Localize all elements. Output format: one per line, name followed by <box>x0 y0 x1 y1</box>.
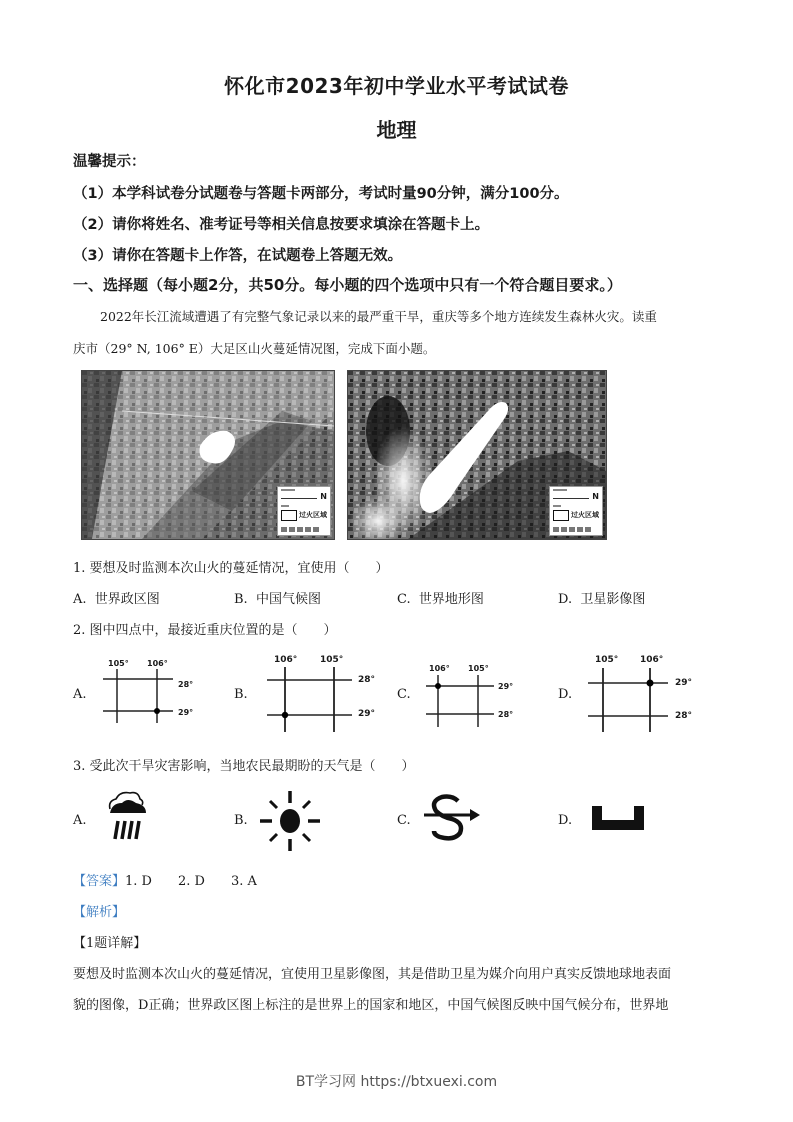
q2-option-c-grid[interactable] <box>424 655 524 740</box>
subject-title: 地理 <box>376 118 417 142</box>
location-dot-icon <box>647 680 654 687</box>
question-2-stem: 2. 图中四点中，最接近重庆位置的是（ ） <box>73 623 337 638</box>
q1-option-d[interactable] <box>558 588 645 607</box>
option-key: C. <box>397 592 411 607</box>
q2-option-a-key[interactable]: A. <box>73 687 87 702</box>
map-legend <box>277 486 331 536</box>
rain-icon[interactable] <box>104 789 152 849</box>
q1-option-c[interactable] <box>397 588 484 607</box>
analysis-text: 要想及时监测本次山火的蔓延情况，宜使用卫星影像图，其是借助卫星为媒介向用户真实反馈地球地表面 <box>73 967 672 982</box>
lon-label: 106° <box>274 655 298 665</box>
sandstorm-icon[interactable] <box>422 793 482 843</box>
lon-label: 106° <box>147 659 168 668</box>
lon-label: 105° <box>320 655 344 665</box>
answer-value: 2. D <box>177 874 205 889</box>
lat-label: 29° <box>178 708 194 717</box>
lat-label: 28° <box>498 710 514 719</box>
lat-label: 29° <box>675 678 693 688</box>
q2-option-c-key[interactable]: C. <box>397 687 411 702</box>
q2-option-a-grid[interactable] <box>100 655 220 735</box>
tip-item: （3）请你在答题卡上作答，在试题卷上答题无效。 <box>73 248 403 264</box>
analysis-label: 【解析】 <box>73 905 126 920</box>
q1-option-b[interactable] <box>234 588 321 607</box>
option-key: D. <box>558 592 573 607</box>
legend-label: 过火区域 <box>571 511 599 519</box>
lat-label: 29° <box>358 709 376 719</box>
burned-area-swatch <box>553 510 569 521</box>
drought-icon[interactable] <box>592 806 646 832</box>
north-arrow-icon: N <box>592 492 599 501</box>
question-1-stem: 1. 要想及时监测本次山火的蔓延情况，宜使用（ ） <box>73 561 389 576</box>
lon-label: 106° <box>429 664 450 673</box>
lon-label: 106° <box>640 655 664 665</box>
footer-watermark: BT学习网 https://btxuexi.com <box>295 1074 498 1090</box>
lon-label: 105° <box>595 655 619 665</box>
option-text: 世界地形图 <box>418 592 484 607</box>
location-dot-icon <box>154 708 160 714</box>
legend-label: 过火区域 <box>299 511 327 519</box>
analysis-text-cont: 貌的图像，D正确；世界政区图上标注的是世界上的国家和地区，中国气候图反映中国气候分布，世界地 <box>73 998 669 1013</box>
option-text: 世界政区图 <box>94 592 160 607</box>
q2-option-b-grid[interactable] <box>262 650 382 740</box>
lon-label: 105° <box>108 659 129 668</box>
scale-bar <box>553 498 589 499</box>
section-title: 一、选择题（每小题2分，共50分。每小题的四个选项中只有一个符合题目要求。） <box>73 276 622 294</box>
satellite-map-before <box>81 370 335 540</box>
lat-label: 28° <box>178 680 194 689</box>
answer-label: 【答案】 <box>73 874 126 889</box>
q3-option-a-key[interactable]: A. <box>73 813 87 828</box>
page-title: 怀化市2023年初中学业水平考试试卷 <box>224 74 569 98</box>
option-text: 中国气候图 <box>255 592 321 607</box>
option-key: B. <box>234 592 248 607</box>
q3-option-b-key[interactable]: B. <box>234 813 248 828</box>
section-intro: 2022年长江流域遭遇了有完整气象记录以来的最严重干旱，重庆等多个地方连续发生森林火灾。读重 <box>100 309 657 324</box>
location-dot-icon <box>282 712 288 718</box>
burned-area-swatch <box>281 510 297 521</box>
section-intro-cont: 庆市（29° N, 106° E）大足区山火蔓延情况图，完成下面小题。 <box>73 341 436 356</box>
map-legend <box>549 486 603 536</box>
lon-label: 105° <box>468 664 489 673</box>
q2-option-d-key[interactable]: D. <box>558 687 573 702</box>
q2-option-b-key[interactable]: B. <box>234 687 248 702</box>
sun-icon[interactable] <box>258 789 322 853</box>
answer-line <box>73 870 257 889</box>
q3-option-d-key[interactable]: D. <box>558 813 573 828</box>
scale-bar <box>281 498 317 499</box>
lat-label: 29° <box>498 682 514 691</box>
q2-option-d-grid[interactable] <box>585 650 705 740</box>
tip-item: （2）请你将姓名、准考证号等相关信息按要求填涂在答题卡上。 <box>73 217 490 233</box>
tips-heading: 温馨提示： <box>73 154 146 170</box>
option-key: A. <box>73 592 87 607</box>
option-text: 卫星影像图 <box>580 592 646 607</box>
answer-value: 1. D <box>125 874 152 889</box>
answer-value: 3. A <box>230 874 257 889</box>
satellite-map-after <box>347 370 607 540</box>
q1-option-a[interactable] <box>73 588 160 607</box>
analysis-sub-label: 【1题详解】 <box>73 936 147 951</box>
q3-option-c-key[interactable]: C. <box>397 813 411 828</box>
lat-label: 28° <box>675 711 693 721</box>
lat-label: 28° <box>358 675 376 685</box>
location-dot-icon <box>435 683 441 689</box>
tip-item: （1）本学科试卷分试题卷与答题卡两部分，考试时量90分钟，满分100分。 <box>73 186 569 202</box>
north-arrow-icon: N <box>320 492 327 501</box>
question-3-stem: 3. 受此次干旱灾害影响，当地农民最期盼的天气是（ ） <box>73 759 415 774</box>
